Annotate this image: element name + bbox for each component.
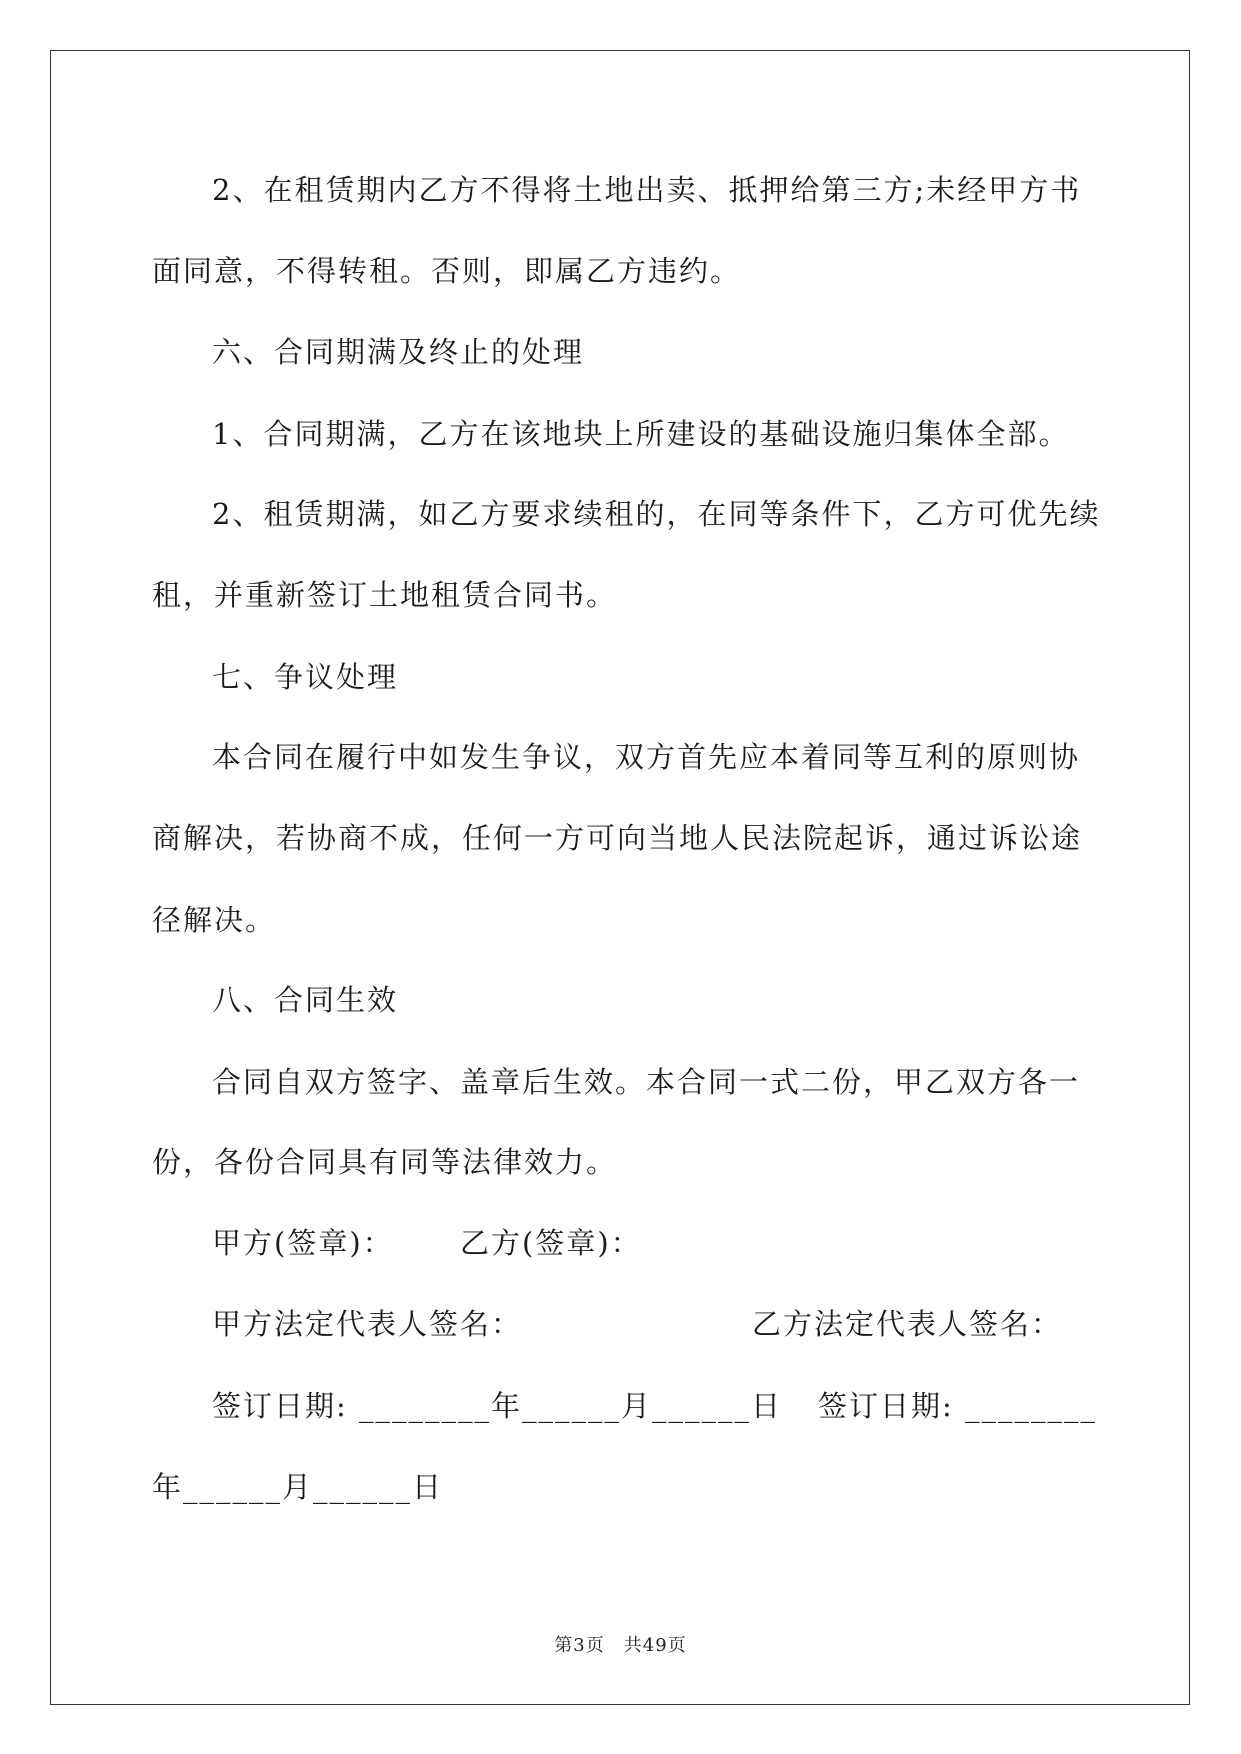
section-7-body-line-3: 径解决。 <box>152 903 277 937</box>
party-b-signing-date-continued: 年______月______日 <box>152 1470 444 1504</box>
page-number-footer: 第3页 共49页 <box>554 1635 687 1656</box>
party-b-signing-date-label: 签订日期: ________ <box>818 1389 1097 1423</box>
clause-5-2-line-1: 2、在租赁期内乙方不得将土地出卖、抵押给第三方;未经甲方书 <box>212 173 1082 207</box>
section-8-heading: 八、合同生效 <box>212 983 399 1017</box>
clause-5-2-line-2: 面同意，不得转租。否则，即属乙方违约。 <box>152 254 742 288</box>
section-8-body-line-2: 份，各份合同具有同等法律效力。 <box>152 1145 618 1179</box>
page-border <box>50 50 1190 1705</box>
section-7-heading: 七、争议处理 <box>212 660 399 694</box>
party-a-seal-label: 甲方(签章)： <box>212 1226 394 1260</box>
clause-6-2-line-1: 2、租赁期满，如乙方要求续租的，在同等条件下，乙方可优先续 <box>212 497 1101 531</box>
party-a-representative-signature-label: 甲方法定代表人签名： <box>212 1307 523 1341</box>
clause-6-1: 1、合同期满，乙方在该地块上所建设的基础设施归集体全部。 <box>212 417 1070 451</box>
section-8-body-line-1: 合同自双方签字、盖章后生效。本合同一式二份，甲乙双方各一 <box>212 1065 1081 1099</box>
clause-6-2-line-2: 租，并重新签订土地租赁合同书。 <box>152 578 618 612</box>
party-b-representative-signature-label: 乙方法定代表人签名： <box>752 1307 1063 1341</box>
section-7-body-line-1: 本合同在履行中如发生争议，双方首先应本着同等互利的原则协 <box>212 740 1081 774</box>
section-7-body-line-2: 商解决，若协商不成，任何一方可向当地人民法院起诉，通过诉讼途 <box>152 821 1083 855</box>
party-b-seal-label: 乙方(签章)： <box>460 1226 642 1260</box>
party-a-signing-date: 签订日期: ________年______月______日 <box>212 1389 782 1423</box>
section-6-heading: 六、合同期满及终止的处理 <box>212 335 585 369</box>
